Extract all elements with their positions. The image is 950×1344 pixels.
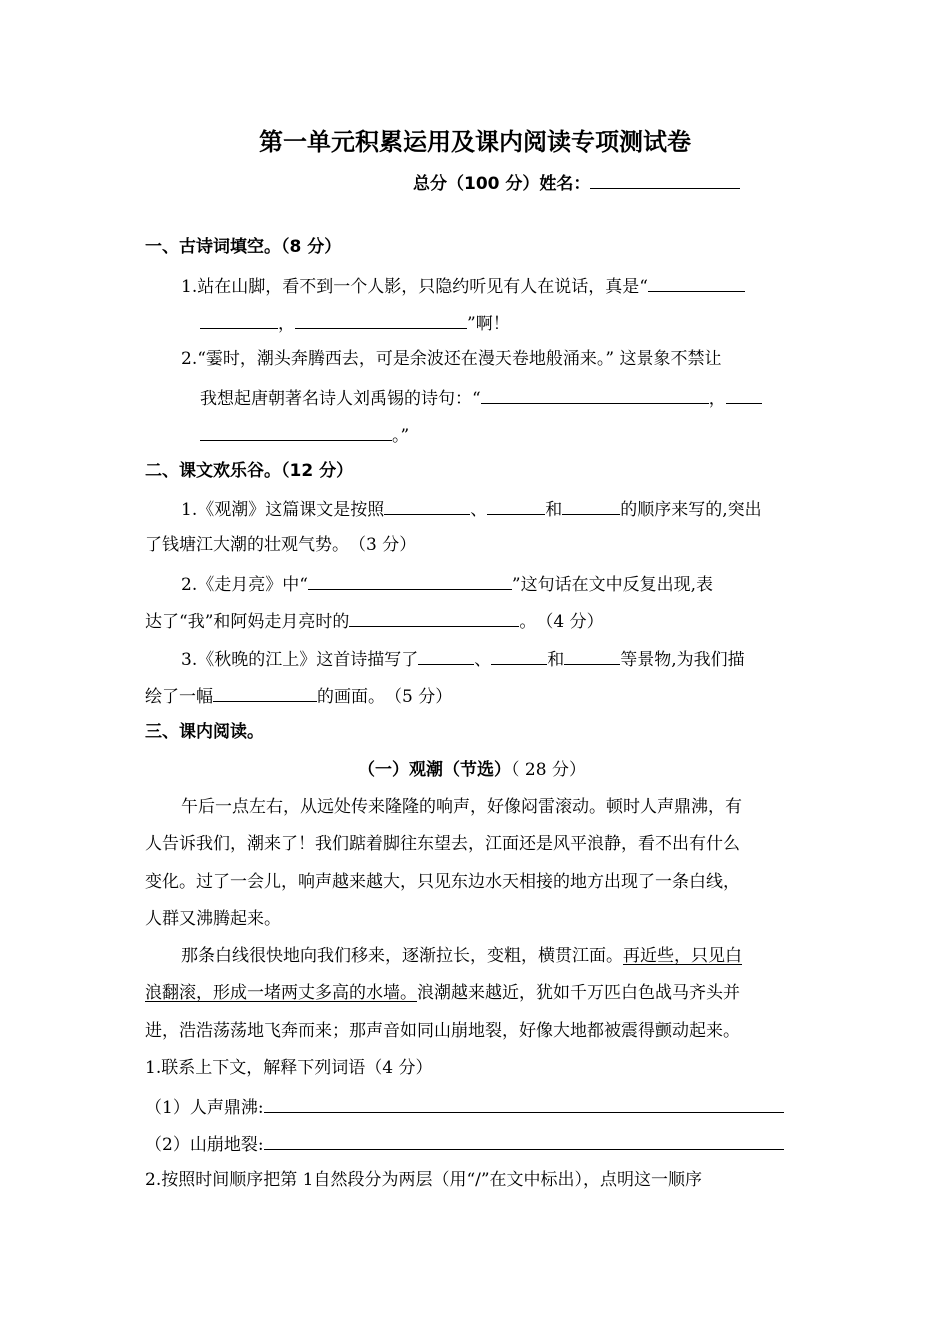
s1-q1-blank-a[interactable]	[648, 273, 745, 292]
s2-q3-blank-d[interactable]	[213, 683, 317, 702]
section1-heading: 一、古诗词填空。（8 分）	[145, 237, 342, 257]
s2-q2-text-b: ”这句话在文中反复出现,表	[511, 575, 714, 595]
total-score-label: 总分（100 分）姓名：	[413, 174, 591, 194]
s2-q3-text-e: 绘了一幅	[145, 687, 213, 707]
s1-q1-comma: ，	[278, 314, 295, 334]
s2-q3-line1	[181, 646, 745, 672]
s1-q1-blank-c[interactable]	[295, 310, 467, 329]
s1-q2-line3	[200, 422, 409, 448]
passage-underlined-a: 再近些，只见白	[623, 946, 742, 966]
s2-q1-blank-a[interactable]	[384, 496, 470, 515]
s1-q1-line1	[181, 273, 745, 299]
reading-points: （ 28 分）	[511, 760, 586, 780]
passage-p1-line4: 人群又沸腾起来。	[145, 909, 281, 929]
s2-q1-blank-c[interactable]	[562, 496, 620, 515]
passage-underlined-b: 浪翻滚，形成一堵两丈多高的水墙。	[145, 983, 417, 1003]
passage-p2-line3: 进，浩浩荡荡地飞奔而来；那声音如同山崩地裂，好像大地都被震得颤动起来。	[145, 1021, 740, 1041]
s1-q2-comma: ，	[708, 389, 726, 409]
s2-q3-sep-b: 和	[547, 650, 565, 670]
s1-q2-text: 我想起唐朝著名诗人刘禹锡的诗句：“	[200, 389, 481, 409]
passage-p1-line1: 午后一点左右，从远处传来隆隆的响声，好像闷雷滚动。顿时人声鼎沸，有	[181, 797, 742, 817]
s2-q3-text-f: 的画面。 （5 分）	[317, 687, 453, 707]
reading-title: （一）观潮（节选）	[358, 760, 511, 780]
s1-q2-blank-a[interactable]	[481, 385, 709, 404]
s2-q3-blank-b[interactable]	[491, 646, 547, 665]
s1-q1-text: 1.站在山脚，看不到一个人影，只隐约听见有人在说话，真是“	[181, 277, 648, 297]
s2-q2-blank-b[interactable]	[349, 608, 519, 627]
s1-q2-blank-c[interactable]	[200, 422, 392, 441]
s2-q3-text-a: 3.《秋晚的江上》这首诗描写了	[181, 650, 419, 670]
s1-q2-line1: 2.“霎时，潮头奔腾西去，可是余波还在漫天卷地般涌来。” 这景象不禁让	[181, 349, 722, 369]
reading-sub-heading	[358, 758, 586, 782]
s2-q3-sep-a: 、	[474, 650, 492, 670]
passage-p2-text-b: 浪潮越来越近，犹如千万匹白色战马齐头并	[417, 983, 740, 1003]
passage-p2-line2	[145, 981, 740, 1005]
name-blank[interactable]	[590, 170, 740, 189]
s3-q1-1-label: （1）人声鼎沸:	[145, 1098, 264, 1118]
passage-p1-line3: 变化。过了一会儿，响声越来越大，只见东边水天相接的地方出现了一条白线，	[145, 872, 740, 892]
s2-q1-blank-b[interactable]	[487, 496, 545, 515]
section3-heading: 三、课内阅读。	[145, 722, 264, 742]
s1-q2-blank-b[interactable]	[726, 385, 762, 404]
s3-q1-2-label: （2）山崩地裂:	[145, 1135, 264, 1155]
section2-heading: 二、课文欢乐谷。（12 分）	[145, 461, 354, 481]
passage-p2-text-a: 那条白线很快地向我们移来，逐渐拉长，变粗，横贯江面。	[181, 946, 623, 966]
s1-q2-line2	[200, 385, 762, 411]
s3-q2: 2.按照时间顺序把第 1自然段分为两层（用“/”在文中标出），点明这一顺序	[145, 1170, 703, 1190]
score-name-line	[413, 170, 740, 196]
s3-q1-2	[145, 1131, 784, 1157]
s2-q2-blank-a[interactable]	[308, 571, 512, 590]
s1-q1-end: ”啊！	[467, 314, 510, 334]
passage-p1-line2: 人告诉我们，潮来了！我们踮着脚往东望去，江面还是风平浪静，看不出有什么	[145, 834, 740, 854]
s2-q1-text-d: 的顺序来写的,突出	[620, 500, 762, 520]
s1-q2-end: 。”	[392, 426, 410, 446]
s3-q1: 1.联系上下文，解释下列词语（4 分）	[145, 1058, 433, 1078]
s2-q1-line1	[181, 496, 762, 522]
s1-q1-line2	[200, 310, 510, 336]
s2-q2-line2	[145, 608, 604, 634]
s2-q1-sep-b: 和	[545, 500, 563, 520]
page-title: 第一单元积累运用及课内阅读专项测试卷	[259, 128, 691, 156]
s2-q3-blank-c[interactable]	[564, 646, 620, 665]
s2-q3-line2	[145, 683, 452, 709]
s2-q2-line1	[181, 571, 713, 597]
passage-p2-line1	[181, 944, 742, 968]
s3-q1-2-blank[interactable]	[264, 1131, 784, 1150]
s3-q1-1-blank[interactable]	[264, 1094, 784, 1113]
s2-q1-text-a: 1.《观潮》这篇课文是按照	[181, 500, 385, 520]
s2-q2-text-c: 达了“我”和阿妈走月亮时的	[145, 612, 350, 632]
s2-q3-text-d: 等景物,为我们描	[620, 650, 745, 670]
s3-q1-1	[145, 1094, 784, 1120]
s2-q2-text-a: 2.《走月亮》中“	[181, 575, 308, 595]
s2-q1-line2: 了钱塘江大潮的壮观气势。 （3 分）	[145, 535, 417, 555]
s2-q3-blank-a[interactable]	[418, 646, 474, 665]
s1-q1-blank-b[interactable]	[200, 310, 278, 329]
s2-q1-sep-a: 、	[470, 500, 488, 520]
s2-q2-text-d: 。 （4 分）	[519, 612, 604, 632]
